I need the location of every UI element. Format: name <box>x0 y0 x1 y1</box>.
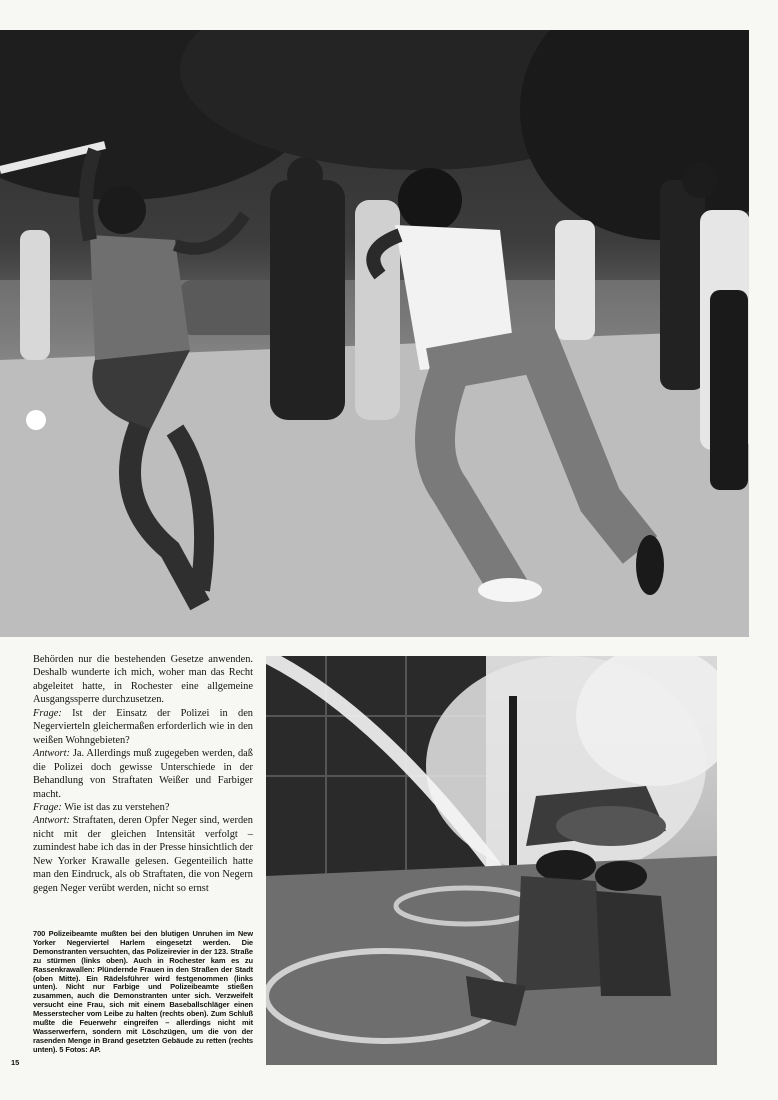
article-paragraph: Antwort: Ja. Allerdings muß zugegeben werden, daß die Polizei doch gewisse Unterschiede in der Behandlung von Straftaten Weißer und Farbiger macht. <box>33 748 253 800</box>
article-paragraph: Behörden nur die bestehenden Gesetze anwenden. Deshalb wunderte ich mich, woher man das Recht abgeleitet hatte, in Rochester eine allgemeine Ausgangssperre durchzusetzen. <box>33 654 253 706</box>
photo-street-fight <box>0 30 749 637</box>
article-paragraph: Antwort: Straftaten, deren Opfer Neger sind, werden nicht mit der gleichen Intensität verfolgt – zumindest habe ich das in der Presse hinsichtlich der New Yorker Krawalle gelesen. Gegenteilich hatte man den Eindruck, als ob Straftaten, die von Negern gegen Neger verübt werden, nicht so ernst <box>33 815 253 894</box>
article-paragraph: Frage: Wie ist das zu verstehen? <box>33 801 170 813</box>
photo-caption: 700 Polizeibeamte mußten bei den blutigen Unruhen im New Yorker Negerviertel Harlem eingesetzt werden. Die Demonstranten versuchten, das Polizeirevier in der 123. Straße zu stürmen (links oben). Auch in Rochester kam es zu Rassenkrawallen: Plündernde Frauen in den Straßen der Stadt (oben Mitte). Ein Rädelsführer wird festgenommen (links unten). Nicht nur Farbige und Polizeibeamte stießen zusammen, auch die Demonstranten unter sich. Verzweifelt versucht eine Frau, sich mit einem Baseballschläger einen Messerstecher vom Leibe zu halten (rechts oben). Zum Schluß mußte die Feuerwehr eingreifen – allerdings nicht mit Wasserwerfern, sondern mit Löschzügen, um die von der rasenden Menge in Brand gesetzten Gebäude zu retten (rechts unten). 5 Fotos: AP. <box>33 929 253 1054</box>
page-number: 15 <box>11 1058 20 1067</box>
photo-firefighters <box>266 656 717 1065</box>
article-body <box>33 653 253 895</box>
article-paragraph: Frage: Ist der Einsatz der Polizei in den Negervierteln gleichermaßen erforderlich wie in den weißen Wohngebieten? <box>33 707 253 746</box>
